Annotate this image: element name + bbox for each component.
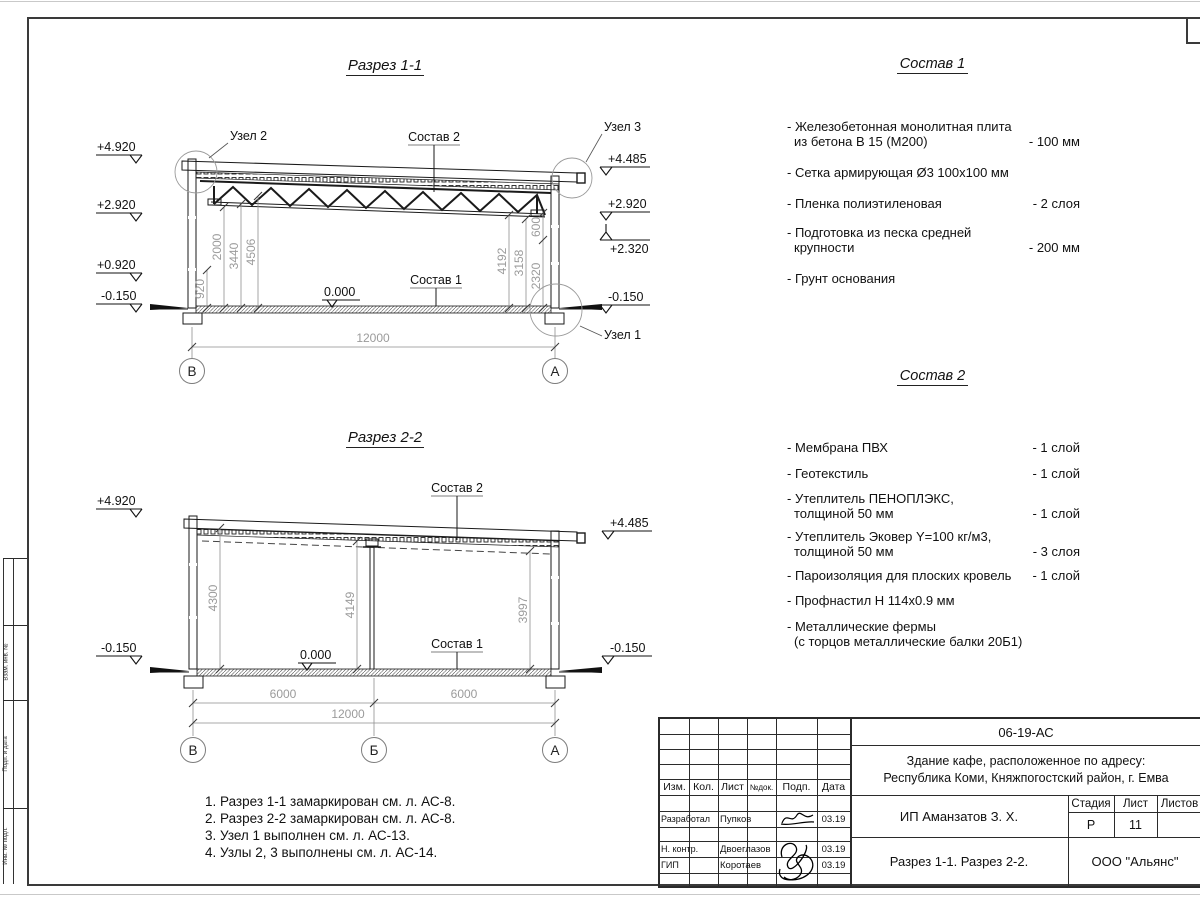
node-label: Узел 2 — [230, 129, 268, 143]
axis-label: А — [550, 364, 560, 379]
signature — [778, 809, 816, 827]
dimension-label: 4300 — [206, 584, 220, 612]
elevation-label: +4.485 — [608, 152, 647, 166]
stamp-name: Двоеглазов — [720, 843, 771, 855]
sheets-header: Листов — [1160, 797, 1199, 810]
sheets-value — [1157, 812, 1200, 837]
list-item: - Мембрана ПВХ - 1 слой — [787, 440, 1080, 455]
composition-label: Состав 2 — [408, 130, 460, 144]
elevation-label: -0.150 — [101, 641, 137, 655]
dimension-label: 600 — [529, 216, 543, 238]
dimension-label: 3997 — [516, 596, 530, 624]
axis-label: Б — [369, 743, 379, 758]
elevation-label: +4.920 — [97, 140, 136, 154]
stamp-col-kol: Кол. — [693, 781, 714, 793]
list2-title: Состав 2 — [785, 368, 1080, 384]
elevation-label: 0.000 — [300, 648, 332, 662]
list-item: - Геотекстиль - 1 слой — [787, 465, 1080, 481]
list-item: - Пленка полиэтиленовая - 2 слоя — [787, 196, 1080, 211]
divider — [660, 827, 850, 828]
elevation-label: -0.150 — [608, 290, 644, 304]
composition-label: Состав 1 — [431, 637, 483, 651]
section-2-2-drawing — [96, 481, 652, 763]
dimension-label: 3440 — [227, 242, 241, 270]
signature — [774, 837, 818, 885]
list-item: - Утеплитель ПЕНОПЛЭКС, толщиной 50 мм - 1 слой — [787, 491, 1080, 521]
elevation-label: 0.000 — [324, 285, 356, 299]
list1-title: Состав 1 — [785, 56, 1080, 72]
elevation-label: +2.920 — [608, 197, 647, 211]
stamp-name: Коротаев — [720, 859, 762, 871]
object-name: Здание кафе, расположенное по адресу: Республика Коми, Княжпогостский район, г. Емва — [883, 754, 1169, 785]
dimension-label: 4149 — [343, 591, 357, 619]
stamp-role: ГИП — [661, 860, 679, 870]
list-item: - Пароизоляция для плоских кровель - 1 слой — [787, 568, 1080, 583]
dimension-label: 920 — [193, 278, 207, 300]
composition-label: Состав 2 — [431, 481, 483, 495]
note-line: 4. Узлы 2, 3 выполнены см. л. АС-14. — [205, 845, 438, 860]
stamp-col-podp: Подп. — [782, 781, 811, 793]
note-line: 1. Разрез 1-1 замаркирован см. л. АС-8. — [205, 794, 456, 809]
stage-value: Р — [1086, 817, 1096, 832]
divider — [660, 734, 850, 735]
stamp-name: Пупков — [720, 813, 752, 825]
elevation-label: -0.150 — [101, 289, 137, 303]
dimension-label: 2000 — [210, 233, 224, 261]
stamp-date: 03.19 — [821, 813, 846, 825]
axis-label: В — [187, 364, 197, 379]
stamp-role: Н. контр. — [661, 844, 699, 854]
sheet-value: 11 — [1129, 817, 1142, 832]
dimension-label: 12000 — [356, 331, 390, 345]
dimension-label: 6000 — [450, 687, 478, 701]
node-label: Узел 1 — [604, 328, 642, 342]
dimension-label: 4192 — [495, 247, 509, 275]
stamp-col-izm: Изм. — [663, 781, 686, 793]
dimension-label: 12000 — [331, 707, 365, 721]
section-2-title: Разрез 2-2 — [347, 429, 423, 446]
dimension-label: 4506 — [244, 238, 258, 266]
list-item: - Сетка армирующая Ø3 100х100 мм — [787, 165, 1009, 180]
node-label: Узел 3 — [604, 120, 642, 134]
axis-label: А — [550, 743, 560, 758]
elevation-label: +4.485 — [610, 516, 649, 530]
stage-header: Стадия — [1071, 797, 1111, 810]
list-item: - Подготовка из песка средней крупности - 200 мм — [787, 225, 1080, 255]
elevation-label: +2.920 — [97, 198, 136, 212]
dimension-label: 3158 — [512, 249, 526, 277]
elevation-label: +0.920 — [97, 258, 136, 272]
divider — [660, 873, 850, 874]
list-item: - Профнастил Н 114х0.9 мм — [787, 592, 955, 608]
stamp-col-ndok: №док. — [749, 782, 774, 792]
elevation-label: +2.320 — [610, 242, 649, 256]
stamp-col-data: Дата — [821, 781, 846, 793]
list-item: - Железобетонная монолитная плита из бетона В 15 (М200) - 100 мм — [787, 119, 1080, 149]
divider — [660, 749, 850, 750]
note-line: 3. Узел 1 выполнен см. л. АС-13. — [205, 828, 410, 843]
title-block — [658, 717, 1200, 888]
side-strip-label: Подп. и дата — [3, 736, 9, 772]
stamp-col-list: Лист — [721, 781, 744, 793]
section-1-title: Разрез 1-1 — [347, 57, 423, 74]
elevation-label: -0.150 — [610, 641, 646, 655]
sheet-name: Разрез 1-1. Разрез 2-2. — [889, 854, 1029, 869]
stamp-date: 03.19 — [821, 843, 846, 855]
divider — [660, 764, 850, 765]
dimension-label: 6000 — [269, 687, 297, 701]
stamp-role: Разработал — [661, 814, 710, 824]
section-1-1-drawing — [96, 120, 650, 384]
list-item: - Утеплитель Эковер Y=100 кг/м3, толщиной 50 мм - 3 слоя — [787, 529, 1080, 559]
company-name: ООО "Альянс" — [1091, 854, 1179, 869]
list-item: - Металлические фермы (с торцов металлические балки 20Б1) — [787, 619, 1023, 649]
dimension-label: 2320 — [529, 262, 543, 290]
axis-label: В — [188, 743, 198, 758]
stamp-date: 03.19 — [821, 859, 846, 871]
list-item: - Грунт основания — [787, 271, 896, 286]
sheet-header: Лист — [1123, 797, 1148, 810]
document-code: 06-19-АС — [998, 724, 1054, 740]
side-strip-label: Инв. № подл. — [3, 827, 9, 865]
client-name: ИП Аманзатов З. Х. — [899, 808, 1019, 824]
side-strip-label: Взам. инв. № — [3, 643, 10, 681]
divider — [718, 719, 719, 886]
note-line: 2. Разрез 2-2 замаркирован см. л. АС-8. — [205, 811, 456, 826]
composition-label: Состав 1 — [410, 273, 462, 287]
elevation-label: +4.920 — [97, 494, 136, 508]
